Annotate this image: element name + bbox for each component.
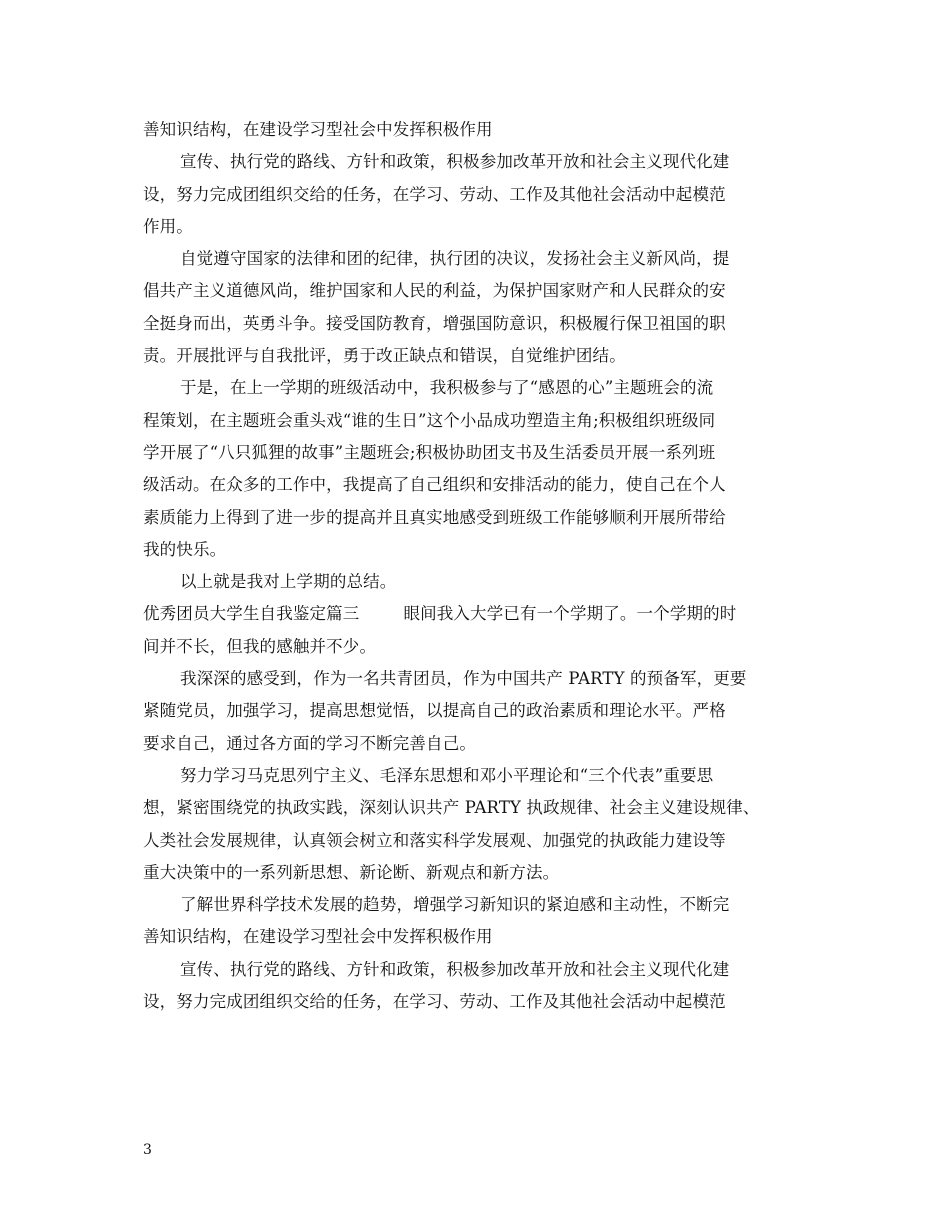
text-line: 于是，在上一学期的班级活动中，我积极参与了“感恩的心”主题班会的流 xyxy=(180,378,714,398)
paragraph xyxy=(143,663,823,760)
paragraph xyxy=(143,954,823,1019)
text-line: 重大决策中的一系列新思想、新论断、新观点和新方法。 xyxy=(143,862,560,882)
paragraph xyxy=(143,566,823,598)
text-line: 全挺身而出，英勇斗争。接受国防教育，增强国防意识，积极履行保卫祖国的职 xyxy=(143,313,726,333)
text-line: 间并不长，但我的感触并不少。 xyxy=(143,636,377,656)
text-line: 设，努力完成团组织交给的任务，在学习、劳动、工作及其他社会活动中起模范 xyxy=(143,184,726,204)
document-body xyxy=(143,114,823,1018)
section-heading: 优秀团员大学生自我鉴定篇三 xyxy=(143,604,360,624)
text-line: 我的快乐。 xyxy=(143,539,227,559)
text-line: 要求自己，通过各方面的学习不断完善自己。 xyxy=(143,733,476,753)
text-line: 人类社会发展规律，认真领会树立和落实科学发展观、加强党的执政能力建设等 xyxy=(143,830,726,850)
text-line: 学开展了“八只狐狸的故事”主题班会;积极协助团支书及生活委员开展一系列班 xyxy=(143,442,716,462)
text-line: 自觉遵守国家的法律和团的纪律，执行团的决议，发扬社会主义新风尚，提 xyxy=(180,249,730,269)
text-line: 宣传、执行党的路线、方针和政策，积极参加改革开放和社会主义现代化建 xyxy=(180,959,730,979)
paragraph xyxy=(143,889,823,954)
text-line: 素质能力上得到了进一步的提高并且真实地感受到班级工作能够顺利开展所带给 xyxy=(143,507,726,527)
paragraph xyxy=(143,146,823,243)
text-run: 眼间我入大学已有一个学期了。一个学期的时 xyxy=(403,604,737,624)
text-line xyxy=(143,598,823,630)
paragraph xyxy=(143,372,823,566)
text-line: 责。开展批评与自我批评，勇于改正缺点和错误，自觉维护团结。 xyxy=(143,346,626,366)
paragraph xyxy=(143,598,823,663)
paragraph xyxy=(143,760,823,889)
text-line: 了解世界科学技术发展的趋势，增强学习新知识的紧迫感和主动性，不断完 xyxy=(180,895,730,915)
text-line: 想，紧密围绕党的执政实践，深刻认识共产 PARTY 执政规律、社会主义建设规律、 xyxy=(143,798,760,818)
text-line: 我深深的感受到，作为一名共青团员，作为中国共产 PARTY 的预备军，更要 xyxy=(180,669,747,689)
text-line: 设，努力完成团组织交给的任务，在学习、劳动、工作及其他社会活动中起模范 xyxy=(143,992,726,1012)
text-line: 宣传、执行党的路线、方针和政策，积极参加改革开放和社会主义现代化建 xyxy=(180,152,730,172)
text-line: 努力学习马克思列宁主义、毛泽东思想和邓小平理论和“三个代表”重要思 xyxy=(180,765,714,785)
paragraph xyxy=(143,243,823,372)
text-line: 程策划，在主题班会重头戏“谁的生日”这个小品成功塑造主角;积极组织班级同 xyxy=(143,410,716,430)
text-line: 紧随党员，加强学习，提高思想觉悟，以提高自己的政治素质和理论水平。严格 xyxy=(143,701,726,721)
text-line: 级活动。在众多的工作中，我提高了自己组织和安排活动的能力，使自己在个人 xyxy=(143,475,726,495)
text-line: 倡共产主义道德风尚，维护国家和人民的利益，为保护国家财产和人民群众的安 xyxy=(143,281,726,301)
text-line: 善知识结构，在建设学习型社会中发挥积极作用 xyxy=(143,927,493,947)
text-line: 以上就是我对上学期的总结。 xyxy=(180,572,397,592)
text-line: 善知识结构，在建设学习型社会中发挥积极作用 xyxy=(143,120,493,139)
page-number: 3 xyxy=(143,1142,152,1158)
paragraph xyxy=(143,114,823,146)
text-line: 作用。 xyxy=(143,216,193,236)
